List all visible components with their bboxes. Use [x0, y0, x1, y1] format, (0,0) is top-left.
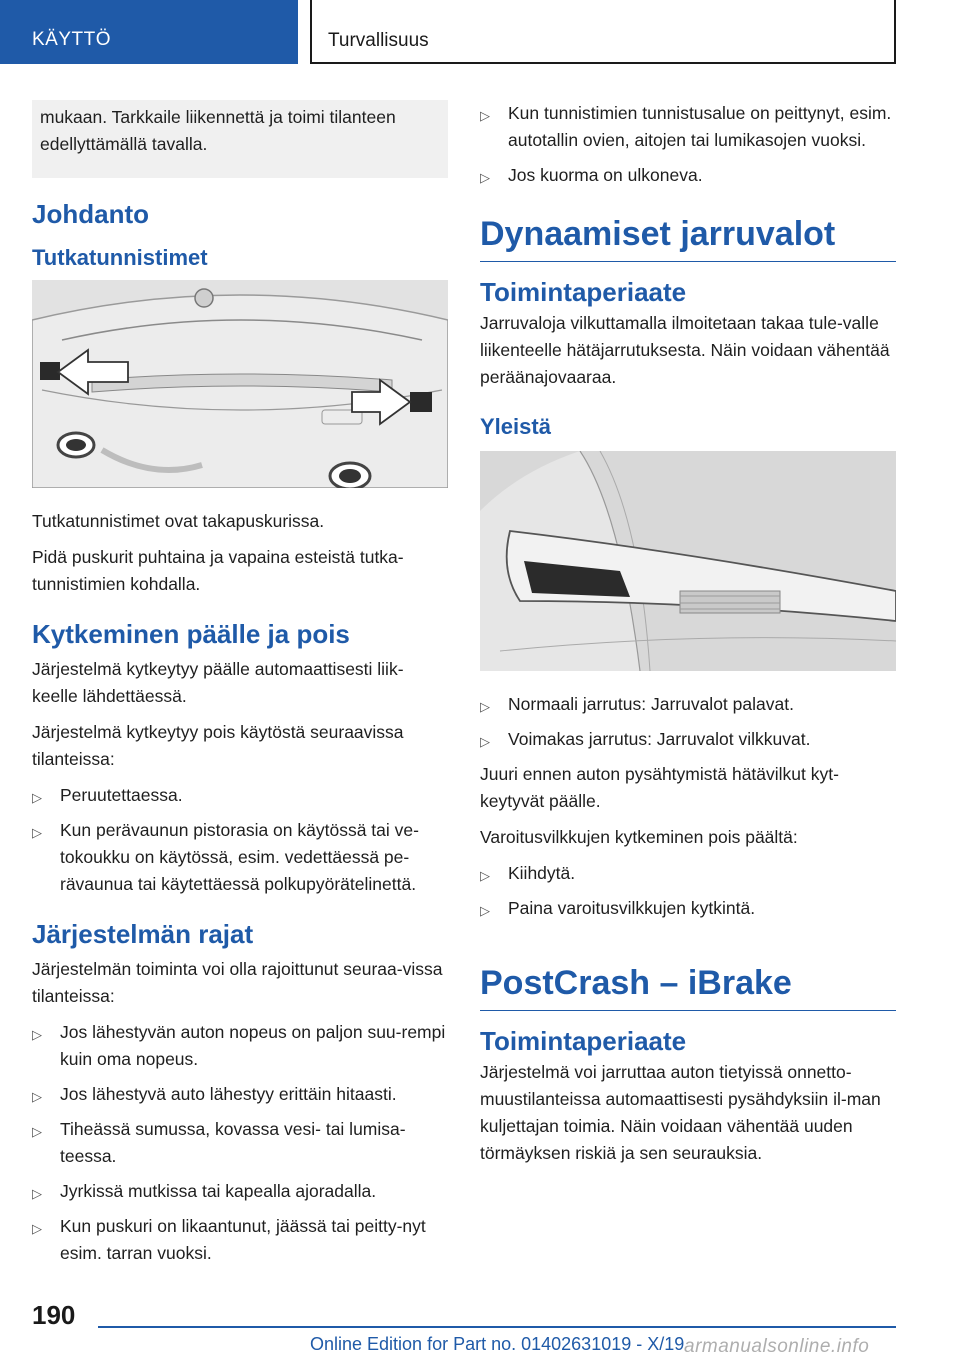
radar-text-1: Tutkatunnistimet ovat takapuskurissa.	[32, 511, 325, 531]
triangle-bullet-icon: ▷	[480, 170, 490, 185]
list-item: ▷ Jos lähestyvän auton nopeus on paljon suu-rempi kuin oma nopeus.	[32, 1022, 446, 1069]
list-item: ▷ Normaali jarrutus: Jarruvalot palavat.	[480, 691, 896, 718]
general-text-1: Juuri ennen auton pysähtymistä hätävilkut kyt-keytyvät päälle.	[480, 764, 839, 811]
rear-bumper-image	[32, 280, 448, 488]
triangle-bullet-icon: ▷	[32, 825, 42, 840]
triangle-bullet-icon: ▷	[480, 734, 490, 749]
triangle-bullet-icon: ▷	[32, 1186, 42, 1201]
general-text-2: Varoitusvilkkujen kytkeminen pois päältä:	[480, 827, 798, 847]
note-text: mukaan. Tarkkaile liikennettä ja toimi tilanteen edellyttämällä tavalla.	[40, 107, 396, 154]
list-item: ▷ Voimakas jarrutus: Jarruvalot vilkkuvat.	[480, 726, 896, 753]
list-item: ▷ Kun perävaunun pistorasia on käytössä tai ve-tokoukku on käytössä, esim. vedettäessä pe-rävaunua tai käytettäessä polkupyörätelinettä.	[32, 820, 419, 894]
list-item: ▷ Jos kuorma on ulkoneva.	[480, 162, 896, 189]
triangle-bullet-icon: ▷	[32, 1089, 42, 1104]
radar-heading: Tutkatunnistimet	[32, 245, 208, 270]
triangle-bullet-icon: ▷	[480, 903, 490, 918]
section-label: KÄYTTÖ	[32, 29, 112, 50]
onoff-heading: Kytkeminen päälle ja pois	[32, 619, 350, 649]
left-column	[32, 100, 448, 1275]
brake-lights-heading: Dynaamiset jarruvalot	[480, 213, 896, 262]
list-item: ▷ Tiheässä sumussa, kovassa vesi- tai lumisa-teessa.	[32, 1119, 406, 1166]
list-item: ▷ Jyrkissä mutkissa tai kapealla ajoradalla.	[32, 1178, 448, 1205]
list-item: ▷ Kun tunnistimien tunnistusalue on peittynyt, esim. autotallin ovien, aitojen tai lumikasojen vuoksi.	[480, 103, 892, 150]
postcrash-function-heading: Toimintaperiaate	[480, 1026, 687, 1056]
limits-text: Järjestelmän toiminta voi olla rajoittunut seuraa-vissa tilanteissa:	[32, 959, 443, 1006]
edition-text: Online Edition for Part no. 01402631019 - X/19	[310, 1334, 685, 1354]
triangle-bullet-icon: ▷	[32, 1124, 42, 1139]
chapter-label: Turvallisuus	[328, 30, 429, 51]
triangle-bullet-icon: ▷	[480, 699, 490, 714]
chapter-tab	[310, 0, 896, 64]
right-column	[480, 100, 896, 1176]
postcrash-heading: PostCrash – iBrake	[480, 962, 896, 1011]
brake-function-text: Jarruvaloja vilkuttamalla ilmoitetaan takaa tule-valle liikenteelle hätäjarrutuksesta. Näin voidaan vähentää peräänajovaaraa.	[480, 313, 890, 387]
postcrash-text: Järjestelmä voi jarruttaa auton tietyissä onnetto-muustilanteissa automaattisesti pysähdyksiin il-man kuljettajan toimia. Näin voidaan vähentää uuden törmäyksen riskiä ja sen seurauksia.	[480, 1062, 881, 1163]
general-heading: Yleistä	[480, 414, 551, 439]
brake-function-heading: Toimintaperiaate	[480, 277, 687, 307]
page-number: 190	[32, 1300, 76, 1330]
tail-light-image	[480, 451, 896, 671]
radar-text-2: Pidä puskurit puhtaina ja vapaina esteistä tutka-tunnistimien kohdalla.	[32, 547, 404, 594]
list-item: ▷ Paina varoitusvilkkujen kytkintä.	[480, 895, 896, 922]
footer-divider	[98, 1326, 896, 1328]
triangle-bullet-icon: ▷	[480, 108, 490, 123]
intro-heading: Johdanto	[32, 199, 149, 229]
onoff-text-1: Järjestelmä kytkeytyy päälle automaattisesti liik-keelle lähdettäessä.	[32, 659, 404, 706]
list-item: ▷ Jos lähestyvä auto lähestyy erittäin hitaasti.	[32, 1081, 448, 1108]
triangle-bullet-icon: ▷	[32, 1221, 42, 1236]
triangle-bullet-icon: ▷	[32, 790, 42, 805]
section-tab	[0, 0, 298, 64]
list-item: ▷ Peruutettaessa.	[32, 782, 448, 809]
limits-heading: Järjestelmän rajat	[32, 919, 254, 949]
onoff-text-2: Järjestelmä kytkeytyy pois käytöstä seuraavissa tilanteissa:	[32, 722, 404, 769]
list-item: ▷ Kun puskuri on likaantunut, jäässä tai peitty-nyt esim. tarran vuoksi.	[32, 1216, 426, 1263]
triangle-bullet-icon: ▷	[32, 1027, 42, 1042]
watermark: armanualsonline.info	[684, 1336, 870, 1357]
note-box	[32, 100, 448, 178]
list-item: ▷ Kiihdytä.	[480, 860, 896, 887]
triangle-bullet-icon: ▷	[480, 868, 490, 883]
